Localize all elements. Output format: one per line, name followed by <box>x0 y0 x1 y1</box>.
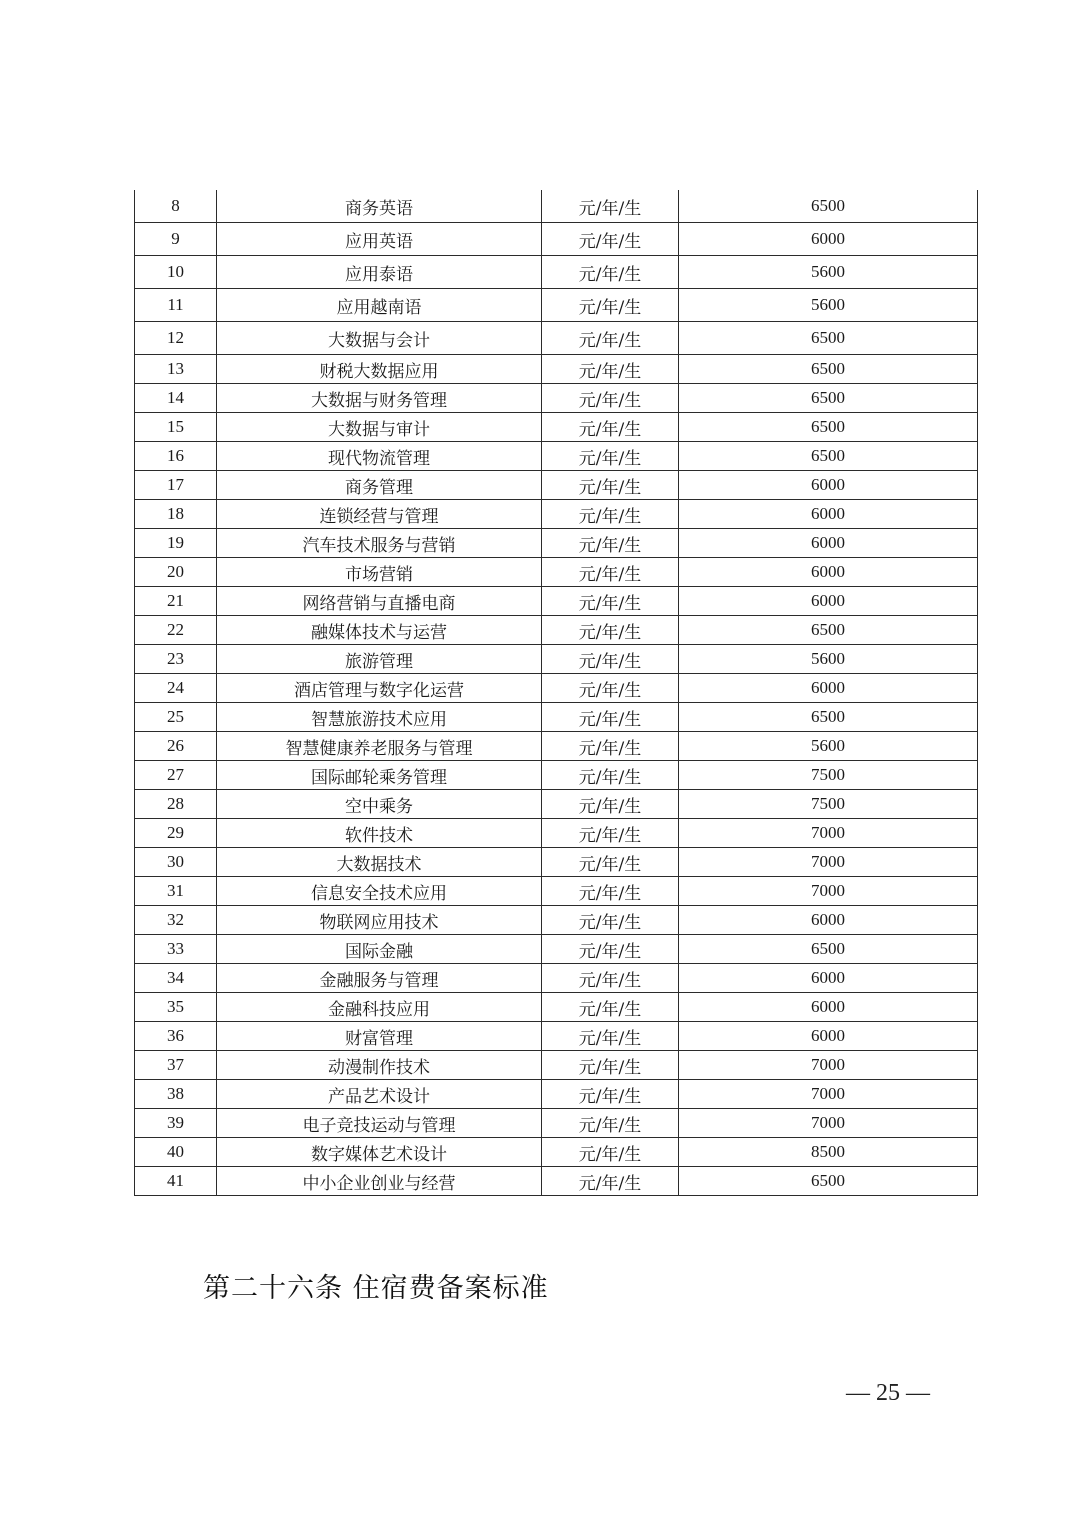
fee-unit: 元/年/生 <box>542 761 679 790</box>
table-row <box>135 761 978 790</box>
table-row <box>135 529 978 558</box>
tuition-fee-table-body <box>135 190 978 1196</box>
fee-unit: 元/年/生 <box>542 529 679 558</box>
major-name: 应用越南语 <box>217 289 542 322</box>
table-row <box>135 848 978 877</box>
row-number: 12 <box>135 322 217 355</box>
row-number: 34 <box>135 964 217 993</box>
fee-unit: 元/年/生 <box>542 703 679 732</box>
major-name: 金融科技应用 <box>217 993 542 1022</box>
fee-unit: 元/年/生 <box>542 256 679 289</box>
fee-unit: 元/年/生 <box>542 384 679 413</box>
table-row <box>135 790 978 819</box>
table-row <box>135 1109 978 1138</box>
major-name: 产品艺术设计 <box>217 1080 542 1109</box>
table-row <box>135 256 978 289</box>
table-row <box>135 964 978 993</box>
table-row <box>135 442 978 471</box>
fee-unit: 元/年/生 <box>542 935 679 964</box>
major-name: 网络营销与直播电商 <box>217 587 542 616</box>
fee-amount: 6000 <box>679 674 978 703</box>
major-name: 财富管理 <box>217 1022 542 1051</box>
fee-amount: 6500 <box>679 190 978 223</box>
fee-amount: 6500 <box>679 616 978 645</box>
row-number: 23 <box>135 645 217 674</box>
major-name: 连锁经营与管理 <box>217 500 542 529</box>
fee-unit: 元/年/生 <box>542 500 679 529</box>
row-number: 11 <box>135 289 217 322</box>
row-number: 18 <box>135 500 217 529</box>
major-name: 动漫制作技术 <box>217 1051 542 1080</box>
row-number: 8 <box>135 190 217 223</box>
table-row <box>135 877 978 906</box>
row-number: 40 <box>135 1138 217 1167</box>
fee-unit: 元/年/生 <box>542 906 679 935</box>
fee-amount: 6000 <box>679 993 978 1022</box>
table-row <box>135 935 978 964</box>
fee-unit: 元/年/生 <box>542 471 679 500</box>
major-name: 融媒体技术与运营 <box>217 616 542 645</box>
table-row <box>135 355 978 384</box>
page-number: — 25 — <box>846 1380 930 1406</box>
table-row <box>135 1080 978 1109</box>
row-number: 32 <box>135 906 217 935</box>
major-name: 软件技术 <box>217 819 542 848</box>
major-name: 数字媒体艺术设计 <box>217 1138 542 1167</box>
table-row <box>135 1022 978 1051</box>
fee-amount: 7000 <box>679 848 978 877</box>
fee-amount: 6000 <box>679 587 978 616</box>
fee-amount: 6000 <box>679 471 978 500</box>
fee-amount: 5600 <box>679 645 978 674</box>
major-name: 应用泰语 <box>217 256 542 289</box>
major-name: 现代物流管理 <box>217 442 542 471</box>
fee-unit: 元/年/生 <box>542 1022 679 1051</box>
fee-amount: 5600 <box>679 289 978 322</box>
fee-unit: 元/年/生 <box>542 645 679 674</box>
fee-unit: 元/年/生 <box>542 223 679 256</box>
major-name: 大数据与财务管理 <box>217 384 542 413</box>
fee-unit: 元/年/生 <box>542 1051 679 1080</box>
row-number: 14 <box>135 384 217 413</box>
table-row <box>135 587 978 616</box>
fee-amount: 6000 <box>679 906 978 935</box>
row-number: 16 <box>135 442 217 471</box>
row-number: 9 <box>135 223 217 256</box>
row-number: 31 <box>135 877 217 906</box>
row-number: 15 <box>135 413 217 442</box>
major-name: 应用英语 <box>217 223 542 256</box>
table-row <box>135 1051 978 1080</box>
major-name: 市场营销 <box>217 558 542 587</box>
row-number: 25 <box>135 703 217 732</box>
major-name: 大数据与审计 <box>217 413 542 442</box>
table-row <box>135 500 978 529</box>
table-row <box>135 1138 978 1167</box>
table-row <box>135 384 978 413</box>
fee-unit: 元/年/生 <box>542 1138 679 1167</box>
fee-unit: 元/年/生 <box>542 289 679 322</box>
major-name: 电子竞技运动与管理 <box>217 1109 542 1138</box>
fee-unit: 元/年/生 <box>542 819 679 848</box>
fee-amount: 6500 <box>679 355 978 384</box>
row-number: 13 <box>135 355 217 384</box>
table-row <box>135 1167 978 1196</box>
fee-amount: 5600 <box>679 256 978 289</box>
fee-amount: 7000 <box>679 1080 978 1109</box>
fee-unit: 元/年/生 <box>542 1080 679 1109</box>
fee-amount: 6500 <box>679 935 978 964</box>
fee-amount: 6000 <box>679 964 978 993</box>
row-number: 29 <box>135 819 217 848</box>
major-name: 财税大数据应用 <box>217 355 542 384</box>
fee-unit: 元/年/生 <box>542 964 679 993</box>
major-name: 智慧旅游技术应用 <box>217 703 542 732</box>
tuition-fee-table <box>134 190 978 1196</box>
major-name: 旅游管理 <box>217 645 542 674</box>
table-row <box>135 322 978 355</box>
row-number: 33 <box>135 935 217 964</box>
major-name: 商务英语 <box>217 190 542 223</box>
table-row <box>135 558 978 587</box>
fee-unit: 元/年/生 <box>542 732 679 761</box>
fee-unit: 元/年/生 <box>542 1167 679 1196</box>
table-row <box>135 289 978 322</box>
fee-unit: 元/年/生 <box>542 355 679 384</box>
fee-unit: 元/年/生 <box>542 848 679 877</box>
major-name: 大数据与会计 <box>217 322 542 355</box>
table-row <box>135 471 978 500</box>
fee-unit: 元/年/生 <box>542 1109 679 1138</box>
fee-amount: 5600 <box>679 732 978 761</box>
major-name: 国际邮轮乘务管理 <box>217 761 542 790</box>
fee-unit: 元/年/生 <box>542 616 679 645</box>
row-number: 39 <box>135 1109 217 1138</box>
major-name: 大数据技术 <box>217 848 542 877</box>
fee-unit: 元/年/生 <box>542 790 679 819</box>
row-number: 21 <box>135 587 217 616</box>
row-number: 41 <box>135 1167 217 1196</box>
major-name: 商务管理 <box>217 471 542 500</box>
major-name: 智慧健康养老服务与管理 <box>217 732 542 761</box>
fee-amount: 7000 <box>679 877 978 906</box>
fee-amount: 6500 <box>679 442 978 471</box>
table-row <box>135 413 978 442</box>
table-row <box>135 645 978 674</box>
table-row <box>135 616 978 645</box>
row-number: 26 <box>135 732 217 761</box>
table-row <box>135 190 978 223</box>
fee-amount: 6500 <box>679 703 978 732</box>
row-number: 17 <box>135 471 217 500</box>
major-name: 物联网应用技术 <box>217 906 542 935</box>
major-name: 空中乘务 <box>217 790 542 819</box>
fee-amount: 6500 <box>679 384 978 413</box>
major-name: 信息安全技术应用 <box>217 877 542 906</box>
fee-amount: 8500 <box>679 1138 978 1167</box>
table-row <box>135 674 978 703</box>
table-row <box>135 223 978 256</box>
row-number: 22 <box>135 616 217 645</box>
fee-unit: 元/年/生 <box>542 877 679 906</box>
fee-unit: 元/年/生 <box>542 558 679 587</box>
fee-unit: 元/年/生 <box>542 442 679 471</box>
fee-unit: 元/年/生 <box>542 674 679 703</box>
fee-unit: 元/年/生 <box>542 587 679 616</box>
fee-amount: 6000 <box>679 1022 978 1051</box>
fee-amount: 6500 <box>679 1167 978 1196</box>
fee-amount: 7500 <box>679 790 978 819</box>
fee-unit: 元/年/生 <box>542 322 679 355</box>
fee-amount: 7500 <box>679 761 978 790</box>
row-number: 38 <box>135 1080 217 1109</box>
row-number: 28 <box>135 790 217 819</box>
row-number: 37 <box>135 1051 217 1080</box>
fee-amount: 6000 <box>679 223 978 256</box>
major-name: 中小企业创业与经营 <box>217 1167 542 1196</box>
fee-amount: 6500 <box>679 322 978 355</box>
fee-unit: 元/年/生 <box>542 413 679 442</box>
major-name: 国际金融 <box>217 935 542 964</box>
table-row <box>135 993 978 1022</box>
table-row <box>135 906 978 935</box>
row-number: 27 <box>135 761 217 790</box>
table-row <box>135 732 978 761</box>
fee-amount: 6000 <box>679 558 978 587</box>
row-number: 20 <box>135 558 217 587</box>
fee-unit: 元/年/生 <box>542 993 679 1022</box>
row-number: 36 <box>135 1022 217 1051</box>
fee-amount: 6500 <box>679 413 978 442</box>
fee-unit: 元/年/生 <box>542 190 679 223</box>
section-heading: 第二十六条 住宿费备案标准 <box>203 1273 549 1304</box>
table-row <box>135 819 978 848</box>
row-number: 35 <box>135 993 217 1022</box>
row-number: 24 <box>135 674 217 703</box>
major-name: 金融服务与管理 <box>217 964 542 993</box>
table-row <box>135 703 978 732</box>
fee-amount: 7000 <box>679 819 978 848</box>
fee-amount: 7000 <box>679 1051 978 1080</box>
row-number: 19 <box>135 529 217 558</box>
row-number: 30 <box>135 848 217 877</box>
fee-amount: 6000 <box>679 529 978 558</box>
major-name: 汽车技术服务与营销 <box>217 529 542 558</box>
major-name: 酒店管理与数字化运营 <box>217 674 542 703</box>
fee-amount: 7000 <box>679 1109 978 1138</box>
row-number: 10 <box>135 256 217 289</box>
fee-amount: 6000 <box>679 500 978 529</box>
